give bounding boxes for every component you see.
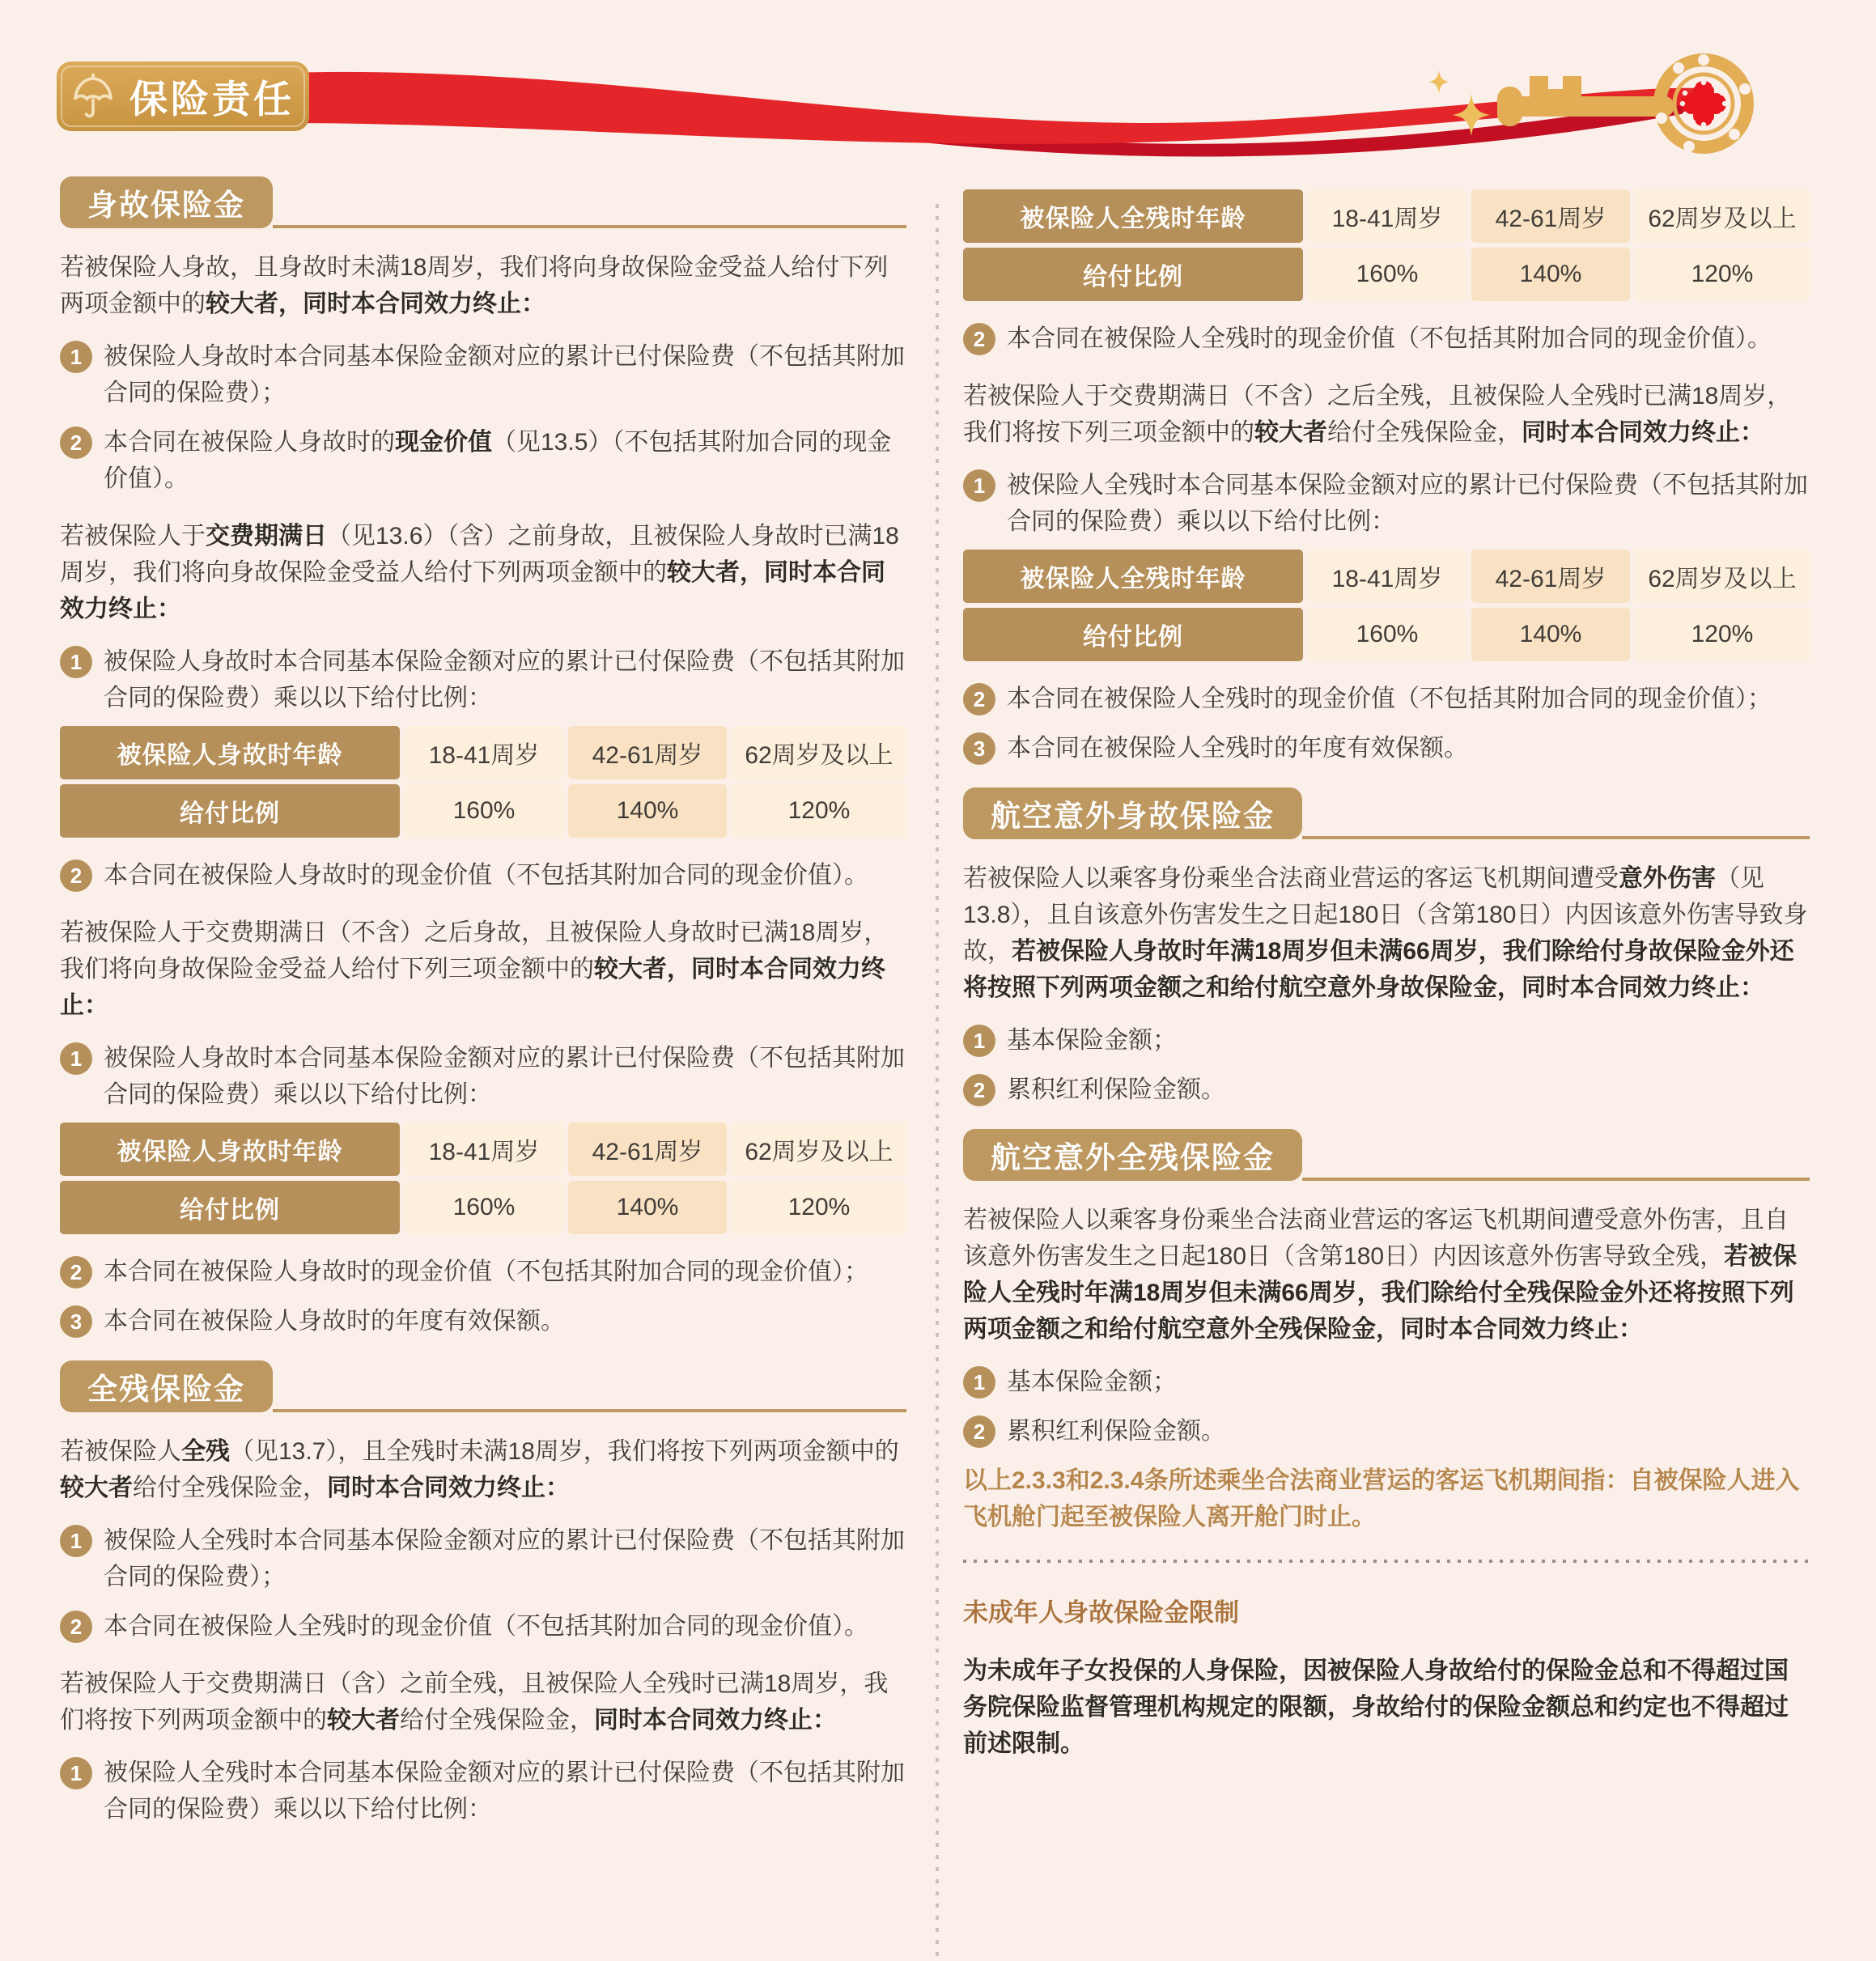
key-icon bbox=[1497, 54, 1751, 152]
item-text bbox=[104, 1254, 906, 1290]
sparkle-icon bbox=[1428, 70, 1490, 136]
list-item bbox=[60, 643, 906, 716]
table-cell-ratio: 120% bbox=[1635, 608, 1810, 661]
list-item bbox=[60, 338, 906, 411]
list-item bbox=[963, 1364, 1810, 1400]
item-text bbox=[1007, 1022, 1810, 1059]
text-run: 若被保险人以乘客身份乘坐合法商业营运的客运飞机期间遭受 bbox=[963, 865, 1619, 892]
section-underline bbox=[273, 225, 906, 228]
item-number-badge: 1 bbox=[60, 341, 92, 373]
bold-run: 交费期满日 bbox=[206, 523, 327, 550]
bold-run: 同时本合同效力终止： bbox=[1522, 419, 1764, 446]
table-header-age: 被保险人全残时年龄 bbox=[963, 189, 1303, 243]
text-run: 若被保险人于 bbox=[60, 523, 206, 550]
text-run: 基本保险金额； bbox=[1007, 1027, 1177, 1054]
item-text bbox=[1007, 320, 1810, 357]
table-header-ratio: 给付比例 bbox=[963, 608, 1303, 661]
table-cell-age-band: 42-61周岁 bbox=[1471, 189, 1630, 243]
list-item bbox=[60, 1040, 906, 1113]
payout-table-death-2 bbox=[60, 1123, 906, 1234]
section-underline bbox=[273, 1409, 906, 1412]
table-header-ratio: 给付比例 bbox=[60, 1181, 400, 1234]
paragraph bbox=[60, 249, 906, 322]
payout-table-disability-2 bbox=[963, 550, 1810, 661]
text-run: 给付全残保险金， bbox=[133, 1475, 327, 1501]
column-divider bbox=[936, 204, 939, 1957]
item-number-badge: 2 bbox=[963, 683, 995, 715]
text-run: 若被保险人于交费期满日（含）之前全残，且被保险人全残时已满18周岁，我们将按下列两项金额中的 bbox=[60, 1670, 889, 1734]
table-header-age: 被保险人身故时年龄 bbox=[60, 726, 400, 779]
table-cell-age-band: 62周岁及以上 bbox=[732, 1123, 906, 1176]
paragraph bbox=[963, 378, 1810, 451]
text-run: （见13.6）（含）之前身故，且被保险人身故时已满18周岁，我们将向身故保险金受益人给付下列两项金额中的 bbox=[60, 523, 899, 586]
item-number-badge: 1 bbox=[963, 1025, 995, 1057]
section-aviation-disability-benefit bbox=[963, 1129, 1810, 1181]
bold-run: 若被保险人身故时年满18周岁但未满66周岁，我们除给付身故保险金外还将按照下列两项金额之和给付航空意外身故保险金，同时本合同效力终止： bbox=[963, 938, 1794, 1001]
item-number-badge: 2 bbox=[60, 1256, 92, 1288]
bold-run: 意外伤害 bbox=[1619, 865, 1716, 892]
paragraph bbox=[963, 860, 1810, 1006]
minor-limit-heading: 未成年人身故保险金限制 bbox=[963, 1598, 1239, 1627]
table-cell-ratio: 140% bbox=[568, 784, 727, 838]
paragraph bbox=[60, 1666, 906, 1738]
page-title: 保险责任 bbox=[129, 77, 295, 121]
text-run: 被保险人全残时本合同基本保险金额对应的累计已付保险费（不包括其附加合同的保险费）乘以以下给付比例： bbox=[1007, 472, 1808, 535]
bold-run: 同时本合同效力终止： bbox=[594, 1707, 837, 1734]
item-number-badge: 2 bbox=[60, 1611, 92, 1643]
section-title-badge: 全残保险金 bbox=[60, 1360, 273, 1412]
list-item bbox=[60, 424, 906, 497]
content bbox=[0, 176, 1876, 1957]
section-underline bbox=[1302, 1178, 1810, 1181]
text-run: 本合同在被保险人全残时的现金价值（不包括其附加合同的现金价值）。 bbox=[1007, 325, 1772, 352]
table-cell-ratio: 120% bbox=[732, 1181, 906, 1234]
list-item bbox=[963, 1072, 1810, 1108]
item-number-badge: 1 bbox=[60, 1525, 92, 1557]
table-cell-ratio: 160% bbox=[1308, 248, 1466, 301]
page-title-badge bbox=[57, 62, 309, 131]
item-text bbox=[1007, 730, 1810, 766]
table-cell-age-band: 18-41周岁 bbox=[405, 1123, 563, 1176]
paragraph bbox=[963, 1202, 1810, 1348]
item-number-badge: 1 bbox=[60, 1042, 92, 1075]
item-number-badge: 2 bbox=[60, 427, 92, 459]
bold-run: 较大者，同时本合同效力终止： bbox=[60, 956, 885, 1019]
table-cell-ratio: 160% bbox=[1308, 608, 1466, 661]
text-run: 本合同在被保险人全残时的现金价值（不包括其附加合同的现金价值）。 bbox=[104, 1613, 868, 1640]
list-item bbox=[60, 857, 906, 893]
list-item bbox=[60, 1522, 906, 1595]
table-cell-age-band: 18-41周岁 bbox=[405, 726, 563, 779]
table-header-ratio: 给付比例 bbox=[60, 784, 400, 838]
clover-medallion-icon bbox=[1681, 81, 1726, 126]
section-title-badge: 航空意外全残保险金 bbox=[963, 1129, 1302, 1181]
table-cell-age-band: 62周岁及以上 bbox=[1635, 550, 1810, 603]
item-number-badge: 2 bbox=[963, 1416, 995, 1448]
table-cell-age-band: 18-41周岁 bbox=[1308, 550, 1466, 603]
paragraph bbox=[60, 1433, 906, 1506]
table-cell-age-band: 18-41周岁 bbox=[1308, 189, 1466, 243]
item-number-badge: 1 bbox=[60, 1757, 92, 1789]
table-cell-ratio: 160% bbox=[405, 784, 563, 838]
page-header bbox=[0, 0, 1876, 176]
text-run: 被保险人全残时本合同基本保险金额对应的累计已付保险费（不包括其附加合同的保险费）； bbox=[104, 1527, 905, 1590]
table-cell-age-band: 42-61周岁 bbox=[568, 726, 727, 779]
table-cell-ratio: 140% bbox=[568, 1181, 727, 1234]
item-text bbox=[104, 338, 906, 411]
section-underline bbox=[1302, 836, 1810, 839]
item-number-badge: 1 bbox=[963, 1366, 995, 1399]
text-run: （见13.8），且自该意外伤害发生之日起180日（含第180日）内因该意外伤害导致身故， bbox=[963, 865, 1808, 965]
item-text bbox=[104, 643, 906, 716]
text-run: 被保险人身故时本合同基本保险金额对应的累计已付保险费（不包括其附加合同的保险费）乘以以下给付比例： bbox=[104, 1045, 905, 1108]
item-number-badge: 2 bbox=[963, 323, 995, 355]
table-cell-age-band: 62周岁及以上 bbox=[732, 726, 906, 779]
list-item bbox=[60, 1303, 906, 1339]
item-text bbox=[1007, 1364, 1810, 1400]
text-run: 被保险人全残时本合同基本保险金额对应的累计已付保险费（不包括其附加合同的保险费）乘以以下给付比例： bbox=[104, 1759, 905, 1823]
list-item bbox=[60, 1755, 906, 1827]
item-number-badge: 2 bbox=[963, 1074, 995, 1106]
bold-run: 较大者，同时本合同效力终止： bbox=[206, 291, 545, 317]
item-text bbox=[104, 1522, 906, 1595]
text-run: （见13.5）（不包括其附加合同的现金价值）。 bbox=[104, 429, 892, 492]
left-column bbox=[60, 176, 906, 1840]
list-item bbox=[963, 730, 1810, 766]
list-item bbox=[963, 681, 1810, 717]
table-cell-ratio: 120% bbox=[732, 784, 906, 838]
text-run: 本合同在被保险人全残时的现金价值（不包括其附加合同的现金价值）； bbox=[1007, 686, 1772, 712]
item-number-badge: 3 bbox=[60, 1305, 92, 1338]
list-item bbox=[963, 1022, 1810, 1059]
dotted-divider bbox=[963, 1560, 1810, 1563]
bold-run: 较大者，同时本合同效力终止： bbox=[60, 559, 885, 622]
bold-run: 同时本合同效力终止： bbox=[327, 1475, 570, 1501]
item-text bbox=[1007, 467, 1810, 540]
item-text bbox=[104, 424, 906, 497]
item-text bbox=[104, 1608, 906, 1645]
bold-run: 较大者 bbox=[327, 1707, 400, 1734]
list-item bbox=[963, 1413, 1810, 1450]
section-total-disability-benefit bbox=[60, 1360, 906, 1412]
text-run: 本合同在被保险人身故时的 bbox=[104, 429, 395, 456]
table-cell-age-band: 42-61周岁 bbox=[568, 1123, 727, 1176]
table-header-ratio: 给付比例 bbox=[963, 248, 1303, 301]
bold-run: 全残 bbox=[181, 1438, 230, 1465]
text-run: 本合同在被保险人身故时的现金价值（不包括其附加合同的现金价值）。 bbox=[104, 862, 868, 889]
payout-table-death-1 bbox=[60, 726, 906, 838]
item-text bbox=[1007, 1072, 1810, 1108]
item-text bbox=[104, 1303, 906, 1339]
text-run: 若被保险人以乘客身份乘坐合法商业营运的客运飞机期间遭受意外伤害，且自该意外伤害发生之日起180日（含第180日）内因该意外伤害导致全残， bbox=[963, 1207, 1789, 1270]
table-cell-ratio: 140% bbox=[1471, 608, 1630, 661]
item-number-badge: 3 bbox=[963, 732, 995, 765]
text-run: 本合同在被保险人身故时的现金价值（不包括其附加合同的现金价值）； bbox=[104, 1259, 868, 1285]
text-run: 基本保险金额； bbox=[1007, 1369, 1177, 1395]
table-cell-age-band: 42-61周岁 bbox=[1471, 550, 1630, 603]
text-run: 本合同在被保险人身故时的年度有效保额。 bbox=[104, 1308, 565, 1335]
text-run: （见13.7），且全残时未满18周岁，我们将按下列两项金额中的 bbox=[230, 1438, 899, 1465]
text-run: 本合同在被保险人全残时的年度有效保额。 bbox=[1007, 735, 1468, 762]
text-run: 被保险人身故时本合同基本保险金额对应的累计已付保险费（不包括其附加合同的保险费）； bbox=[104, 343, 905, 406]
minor-limit-text: 为未成年子女投保的人身保险，因被保险人身故给付的保险金总和不得超过国务院保险监督管理机构规定的限额，身故给付的保险金额总和约定也不得超过前述限制。 bbox=[963, 1658, 1789, 1757]
text-run: 若被保险人 bbox=[60, 1438, 181, 1465]
text-run: 累积红利保险金额。 bbox=[1007, 1076, 1225, 1103]
paragraph bbox=[60, 518, 906, 627]
table-cell-age-band: 62周岁及以上 bbox=[1635, 189, 1810, 243]
table-cell-ratio: 160% bbox=[405, 1181, 563, 1234]
table-header-age: 被保险人身故时年龄 bbox=[60, 1123, 400, 1176]
text-run: 累积红利保险金额。 bbox=[1007, 1418, 1225, 1445]
text-run: 给付全残保险金， bbox=[1327, 419, 1522, 446]
item-number-badge: 1 bbox=[60, 646, 92, 678]
text-run: 被保险人身故时本合同基本保险金额对应的累计已付保险费（不包括其附加合同的保险费）乘以以下给付比例： bbox=[104, 648, 905, 711]
bold-run: 较大者 bbox=[60, 1475, 133, 1501]
item-text bbox=[1007, 681, 1810, 717]
list-item bbox=[60, 1254, 906, 1290]
bold-run: 若被保险人全残时年满18周岁但未满66周岁，我们除给付全残保险金外还将按照下列两项金额之和给付航空意外全残保险金，同时本合同效力终止： bbox=[963, 1243, 1797, 1343]
text-run: 若被保险人于交费期满日（不含）之后身故，且被保险人身故时已满18周岁，我们将向身故保险金受益人给付下列三项金额中的 bbox=[60, 919, 889, 983]
bold-run: 现金价值 bbox=[395, 429, 492, 456]
item-text bbox=[1007, 1413, 1810, 1450]
umbrella-icon bbox=[71, 71, 115, 121]
item-number-badge: 2 bbox=[60, 860, 92, 892]
table-header-age: 被保险人全残时年龄 bbox=[963, 550, 1303, 603]
text-run: 若被保险人身故，且身故时未满18周岁，我们将向身故保险金受益人给付下列两项金额中的 bbox=[60, 254, 889, 317]
list-item bbox=[963, 320, 1810, 357]
paragraph bbox=[60, 915, 906, 1024]
item-text bbox=[104, 1040, 906, 1113]
table-cell-ratio: 140% bbox=[1471, 248, 1630, 301]
section-aviation-death-benefit bbox=[963, 787, 1810, 839]
aviation-scope-note: 以上2.3.3和2.3.4条所述乘坐合法商业营运的客运飞机期间指：自被保险人进入飞机舱门起至被保险人离开舱门时止。 bbox=[963, 1467, 1800, 1530]
list-item bbox=[60, 1608, 906, 1645]
table-cell-ratio: 120% bbox=[1635, 248, 1810, 301]
section-title-badge: 航空意外身故保险金 bbox=[963, 787, 1302, 839]
item-text bbox=[104, 857, 906, 893]
text-run: 给付全残保险金， bbox=[400, 1707, 594, 1734]
section-title-badge: 身故保险金 bbox=[60, 176, 273, 228]
item-text bbox=[104, 1755, 906, 1827]
payout-table-disability-1 bbox=[963, 189, 1810, 301]
bold-run: 较大者 bbox=[1254, 419, 1327, 446]
item-number-badge: 1 bbox=[963, 469, 995, 502]
text-run: 若被保险人于交费期满日（不含）之后全残，且被保险人全残时已满18周岁，我们将按下列三项金额中的 bbox=[963, 383, 1792, 446]
list-item bbox=[963, 467, 1810, 540]
right-column bbox=[963, 176, 1810, 1786]
